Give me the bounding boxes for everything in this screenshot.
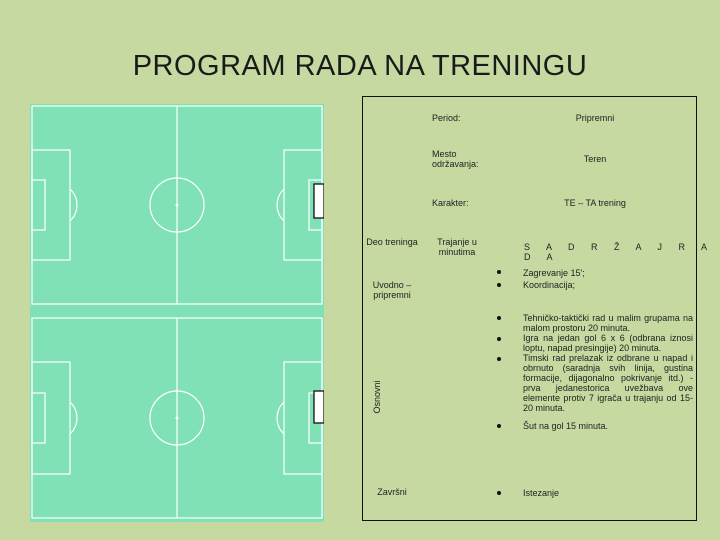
intro-item-1: Zagrevanje 15'; [523,268,585,278]
table-top-line [362,96,696,97]
table-bottom-line [362,520,697,521]
part-main: Osnovni [372,380,382,414]
page-title: PROGRAM RADA NA TRENINGU [132,50,588,82]
bullet-icon [497,316,501,320]
character-label: Karakter: [432,198,469,208]
main-item-4: Šut na gol 15 minuta. [523,421,609,431]
main-item-3: Timski rad prelazak iz odbrane u napad i obrnuto (saradnja svih linija, gustina formacije, dijagonalno pokrivanje itd.) - prva jedanestorica uvežbava ove elemente protiv 7 igrača u trajanju od 15-20 minuta. [523,353,693,413]
period-value: Pripremni [575,113,615,123]
content-header: S A D R Ž A J R A D A [524,242,714,262]
table-right-line [696,96,697,521]
main-item-1: Tehničko-taktički rad u malim grupama na malom prostoru 20 minuta. [523,313,693,333]
part-intro: Uvodno – pripremni [372,280,412,300]
final-item-1: Istezanje [523,488,560,498]
main-item-2: Igra na jedan gol 6 x 6 (odbrana iznosi loptu, napad presingije) 20 minuta. [523,333,693,353]
bullet-icon [497,491,501,495]
bullet-icon [497,424,501,428]
football-field [30,104,324,522]
bullet-icon [497,337,501,341]
bullet-icon [497,357,501,361]
period-label: Period: [432,113,461,123]
table-left-line [362,96,363,521]
bullet-icon [497,283,501,287]
pitch-top [30,104,324,306]
bullet-icon [497,270,501,274]
character-value: TE – TA trening [564,198,626,208]
intro-item-2: Koordinacija; [523,280,576,290]
part-final: Završni [377,487,407,497]
place-value: Teren [583,154,607,164]
place-label: Mesto održavanja: [432,149,479,169]
part-header: Deo treninga [366,237,418,247]
pitch-bottom [30,316,324,518]
duration-header: Trajanje u minutima [437,237,477,257]
